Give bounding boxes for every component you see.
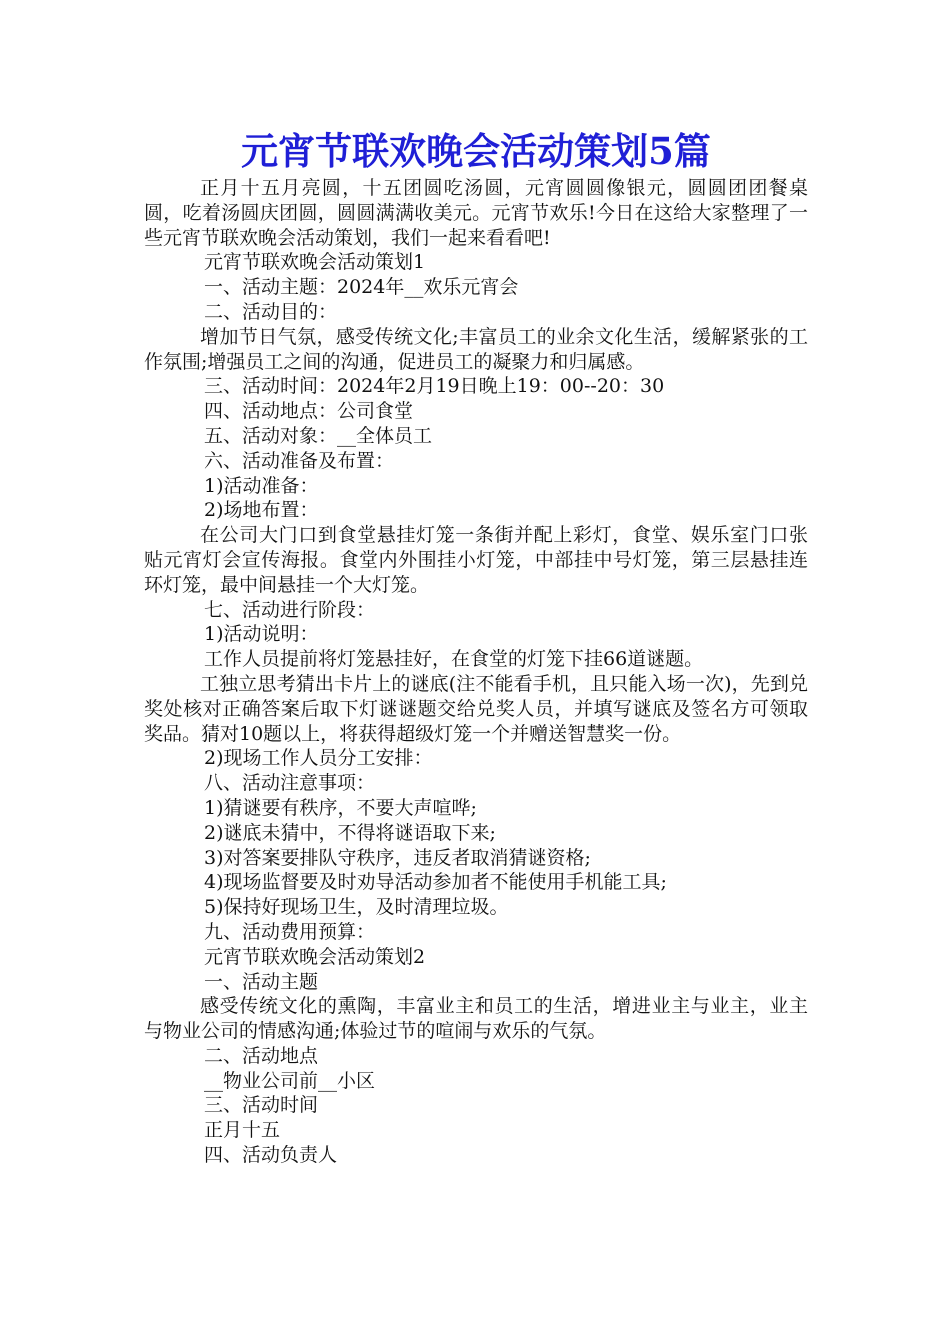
body-line: 八、活动注意事项： bbox=[204, 772, 376, 795]
body-line: 二、活动地点 bbox=[204, 1044, 319, 1067]
body-line: 2)场地布置： bbox=[204, 499, 319, 522]
body-line: 四、活动负责人 bbox=[204, 1144, 338, 1167]
document-page bbox=[144, 126, 808, 1168]
body-paragraph: 增加节日气氛，感受传统文化;丰富员工的业余文化生活，缓解紧张的工作氛围;增强员工之间的沟通，促进员工的凝聚力和归属感。 bbox=[144, 325, 808, 373]
body-paragraph: 在公司大门口到食堂悬挂灯笼一条街并配上彩灯，食堂、娱乐室门口张贴元宵灯会宣传海报。食堂内外围挂小灯笼，中部挂中号灯笼，第三层悬挂连环灯笼，最中间悬挂一个大灯笼。 bbox=[144, 524, 808, 596]
body-line: 五、活动对象：__全体员工 bbox=[204, 424, 433, 447]
body-line: 5)保持好现场卫生，及时清理垃圾。 bbox=[204, 896, 509, 919]
body-line: 元宵节联欢晚会活动策划2 bbox=[204, 945, 426, 968]
body-line: 三、活动时间 bbox=[204, 1094, 319, 1117]
body-line: 2)谜底未猜中，不得将谜语取下来; bbox=[204, 821, 496, 844]
body-line: 1)活动说明： bbox=[204, 623, 319, 646]
body-line: 三、活动时间：2024年2月19日晚上19：00--20：30 bbox=[204, 375, 665, 398]
document-body bbox=[144, 176, 808, 1168]
body-line: 1)猜谜要有秩序，不要大声喧哗; bbox=[204, 796, 477, 819]
body-line: 六、活动准备及布置： bbox=[204, 449, 395, 472]
body-line: 工作人员提前将灯笼悬挂好，在食堂的灯笼下挂66道谜题。 bbox=[204, 648, 704, 671]
body-line: 一、活动主题 bbox=[204, 970, 319, 993]
body-line: 3)对答案要排队守秩序，违反者取消猜谜资格; bbox=[204, 846, 591, 869]
body-line: 九、活动费用预算： bbox=[204, 920, 376, 943]
body-line: 1)活动准备： bbox=[204, 474, 319, 497]
body-line: 元宵节联欢晚会活动策划1 bbox=[204, 251, 426, 274]
body-paragraph: 工独立思考猜出卡片上的谜底(注不能看手机，且只能入场一次)，先到兑奖处核对正确答案后取下灯谜谜题交给兑奖人员，并填写谜底及签名方可领取奖品。猜对10题以上，将获得超级灯笼一个并赠送智慧奖一份。 bbox=[144, 672, 808, 745]
body-paragraph: 感受传统文化的熏陶，丰富业主和员工的生活，增进业主与业主，业主与物业公司的情感沟通;体验过节的喧闹与欢乐的气氛。 bbox=[144, 995, 808, 1043]
body-line: 4)现场监督要及时劝导活动参加者不能使用手机能工具; bbox=[204, 871, 667, 894]
body-line: 2)现场工作人员分工安排： bbox=[204, 747, 433, 770]
body-line: 正月十五 bbox=[204, 1119, 281, 1142]
body-paragraph: 正月十五月亮圆，十五团圆吃汤圆，元宵圆圆像银元，圆圆团团餐桌圆，吃着汤圆庆团圆，圆圆满满收美元。元宵节欢乐!今日在这给大家整理了一些元宵节联欢晚会活动策划，我们一起来看看吧! bbox=[144, 177, 808, 249]
body-line: 七、活动进行阶段： bbox=[204, 598, 376, 621]
body-line: 二、活动目的： bbox=[204, 300, 338, 323]
document-title: 元宵节联欢晚会活动策划5篇 bbox=[241, 129, 711, 173]
body-line: 四、活动地点：公司食堂 bbox=[204, 400, 414, 423]
body-line: 一、活动主题：2024年__欢乐元宵会 bbox=[204, 276, 519, 299]
body-line: __物业公司前__小区 bbox=[204, 1069, 376, 1092]
